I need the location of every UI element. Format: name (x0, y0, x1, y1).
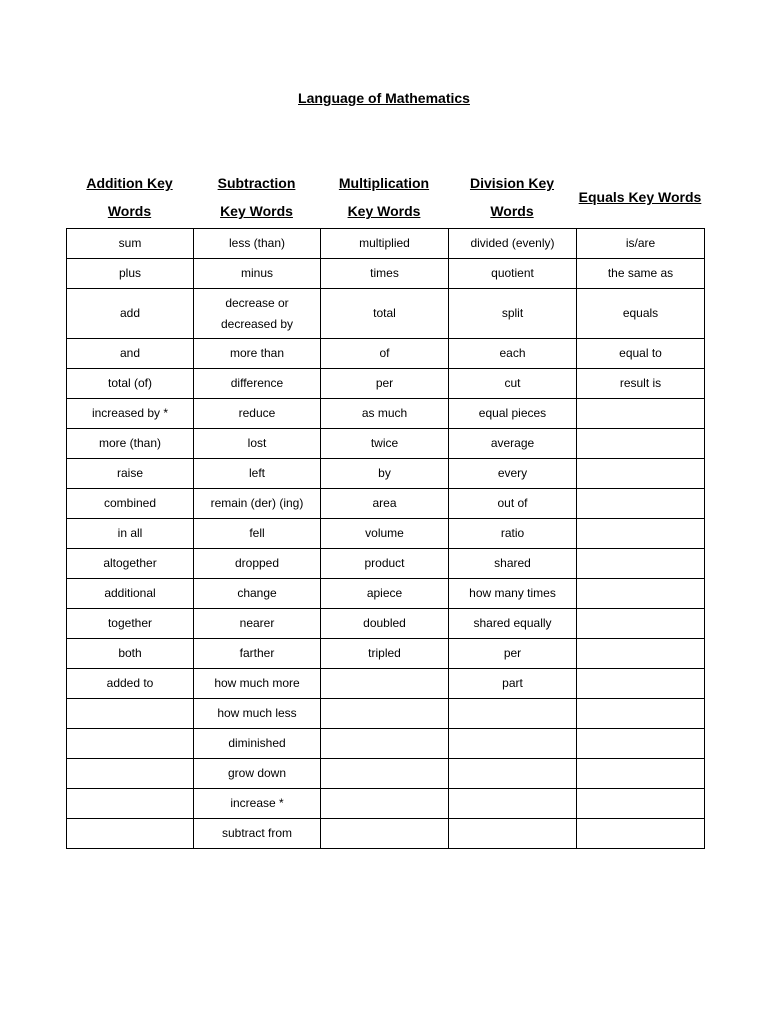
cell-equals (577, 489, 705, 519)
header-multiplication: Multiplication Key Words (338, 175, 430, 219)
cell-division: split (449, 289, 577, 339)
cell-subtraction: dropped (194, 549, 321, 579)
cell-subtraction: diminished (194, 729, 321, 759)
table-row (67, 399, 705, 429)
cell-equals (577, 669, 705, 699)
cell-multiplication (321, 789, 449, 819)
cell-division (449, 819, 577, 849)
cell-addition: total (of) (67, 369, 194, 399)
cell-division (449, 699, 577, 729)
cell-subtraction: grow down (194, 759, 321, 789)
cell-addition: add (67, 289, 194, 339)
table-row (67, 369, 705, 399)
cell-equals (577, 429, 705, 459)
cell-addition: increased by * (67, 399, 194, 429)
cell-addition (67, 819, 194, 849)
cell-multiplication: times (321, 259, 449, 289)
table-row (67, 459, 705, 489)
header-equals: Equals Key Words (578, 189, 702, 205)
cell-addition: additional (67, 579, 194, 609)
cell-equals (577, 639, 705, 669)
table-row (67, 759, 705, 789)
cell-division: divided (evenly) (449, 229, 577, 259)
cell-equals: equal to (577, 339, 705, 369)
cell-division: part (449, 669, 577, 699)
table-row (67, 429, 705, 459)
cell-multiplication: volume (321, 519, 449, 549)
cell-addition: together (67, 609, 194, 639)
cell-division: every (449, 459, 577, 489)
table-row (67, 229, 705, 259)
cell-multiplication: per (321, 369, 449, 399)
cell-multiplication (321, 729, 449, 759)
cell-division: average (449, 429, 577, 459)
table-row (67, 489, 705, 519)
cell-division: cut (449, 369, 577, 399)
cell-addition: both (67, 639, 194, 669)
header-division: Division Key Words (469, 175, 555, 219)
cell-multiplication: area (321, 489, 449, 519)
cell-multiplication: by (321, 459, 449, 489)
cell-subtraction: left (194, 459, 321, 489)
cell-subtraction: how much more (194, 669, 321, 699)
cell-equals (577, 459, 705, 489)
cell-addition: altogether (67, 549, 194, 579)
cell-addition: added to (67, 669, 194, 699)
cell-multiplication: apiece (321, 579, 449, 609)
cell-subtraction: increase * (194, 789, 321, 819)
cell-subtraction: how much less (194, 699, 321, 729)
cell-equals (577, 579, 705, 609)
cell-addition (67, 729, 194, 759)
cell-equals (577, 549, 705, 579)
header-subtraction: Subtraction Key Words (217, 175, 296, 219)
cell-multiplication (321, 759, 449, 789)
cell-subtraction: nearer (194, 609, 321, 639)
cell-division (449, 789, 577, 819)
table-row (67, 609, 705, 639)
cell-division: equal pieces (449, 399, 577, 429)
table-row (67, 699, 705, 729)
cell-multiplication: total (321, 289, 449, 339)
cell-addition (67, 759, 194, 789)
cell-addition: plus (67, 259, 194, 289)
cell-equals (577, 399, 705, 429)
cell-addition (67, 699, 194, 729)
cell-equals: the same as (577, 259, 705, 289)
cell-equals: is/are (577, 229, 705, 259)
key-words-table (66, 228, 705, 849)
table-row (67, 639, 705, 669)
table-row (67, 789, 705, 819)
cell-multiplication (321, 669, 449, 699)
cell-multiplication: tripled (321, 639, 449, 669)
cell-addition: raise (67, 459, 194, 489)
cell-subtraction: subtract from (194, 819, 321, 849)
cell-equals (577, 759, 705, 789)
cell-subtraction: less (than) (194, 229, 321, 259)
cell-equals (577, 819, 705, 849)
cell-division: per (449, 639, 577, 669)
cell-division: shared (449, 549, 577, 579)
cell-addition: and (67, 339, 194, 369)
cell-subtraction: decrease or decreased by (194, 289, 321, 339)
page-title: Language of Mathematics (298, 90, 470, 106)
cell-multiplication: multiplied (321, 229, 449, 259)
cell-division (449, 729, 577, 759)
cell-subtraction: difference (194, 369, 321, 399)
cell-equals (577, 699, 705, 729)
cell-equals (577, 789, 705, 819)
cell-subtraction: fell (194, 519, 321, 549)
cell-division: ratio (449, 519, 577, 549)
cell-multiplication (321, 699, 449, 729)
table-row (67, 579, 705, 609)
cell-division (449, 759, 577, 789)
cell-addition: sum (67, 229, 194, 259)
cell-multiplication: twice (321, 429, 449, 459)
cell-addition (67, 789, 194, 819)
cell-multiplication (321, 819, 449, 849)
cell-subtraction: lost (194, 429, 321, 459)
table-row (67, 549, 705, 579)
key-words-table-body (67, 229, 705, 849)
cell-multiplication: as much (321, 399, 449, 429)
cell-equals (577, 519, 705, 549)
cell-equals: result is (577, 369, 705, 399)
table-row (67, 519, 705, 549)
table-row (67, 729, 705, 759)
cell-division: quotient (449, 259, 577, 289)
cell-equals (577, 609, 705, 639)
cell-addition: in all (67, 519, 194, 549)
table-row (67, 339, 705, 369)
cell-addition: more (than) (67, 429, 194, 459)
cell-multiplication: product (321, 549, 449, 579)
table-row (67, 259, 705, 289)
cell-subtraction: reduce (194, 399, 321, 429)
cell-equals: equals (577, 289, 705, 339)
column-headers (66, 168, 704, 226)
cell-subtraction: minus (194, 259, 321, 289)
cell-multiplication: of (321, 339, 449, 369)
cell-subtraction: more than (194, 339, 321, 369)
table-row (67, 289, 705, 339)
cell-subtraction: farther (194, 639, 321, 669)
table-row (67, 669, 705, 699)
header-addition: Addition Key Words (86, 175, 173, 219)
cell-multiplication: doubled (321, 609, 449, 639)
cell-equals (577, 729, 705, 759)
cell-division: shared equally (449, 609, 577, 639)
table-row (67, 819, 705, 849)
cell-subtraction: change (194, 579, 321, 609)
cell-subtraction: remain (der) (ing) (194, 489, 321, 519)
cell-division: out of (449, 489, 577, 519)
cell-division: how many times (449, 579, 577, 609)
cell-division: each (449, 339, 577, 369)
cell-addition: combined (67, 489, 194, 519)
